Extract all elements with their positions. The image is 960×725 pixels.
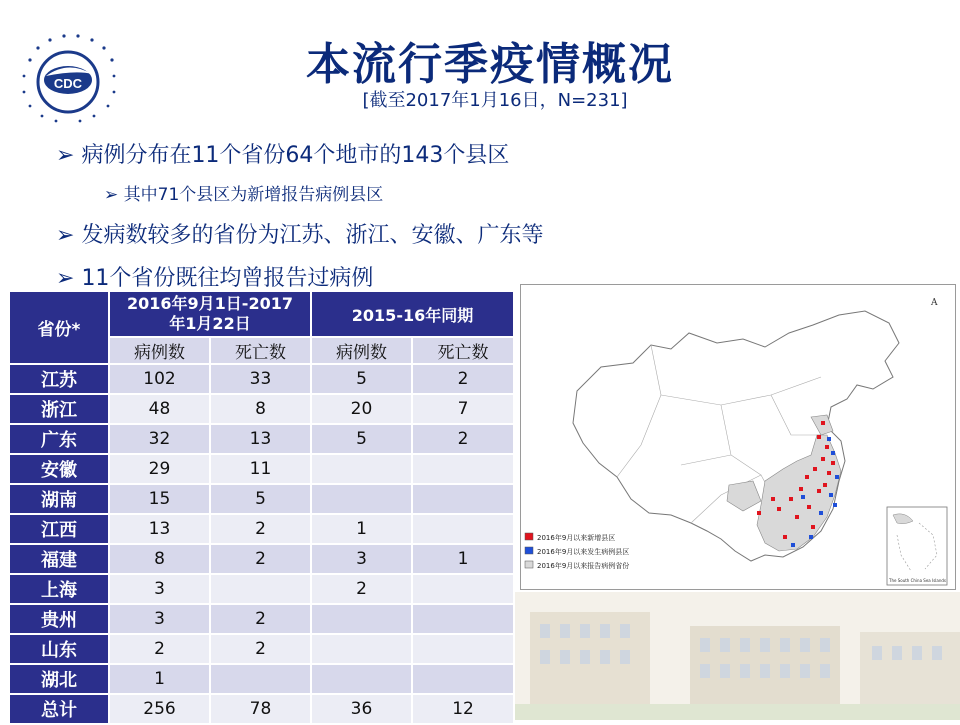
value-cell-d1 [210, 664, 311, 694]
value-cell-d2: 2 [412, 364, 514, 394]
value-cell-d1: 11 [210, 454, 311, 484]
value-cell-c2: 2 [311, 574, 412, 604]
table-row [9, 664, 514, 694]
table-row [9, 634, 514, 664]
period1-header: 2016年9月1日-2017年1月22日 [109, 291, 311, 337]
bullet-3-text: 发病数较多的省份为江苏、浙江、安徽、广东等 [81, 223, 544, 248]
value-cell-d2 [412, 484, 514, 514]
province-cell: 安徽 [9, 454, 109, 484]
table-row [9, 394, 514, 424]
slide-subtitle: [截至2017年1月16日，N=231] [362, 90, 628, 111]
value-cell-c2 [311, 664, 412, 694]
province-cell: 江西 [9, 514, 109, 544]
table-row [9, 484, 514, 514]
province-cell: 总计 [9, 694, 109, 724]
value-cell-d2: 1 [412, 544, 514, 574]
building-background [500, 592, 960, 720]
bullet-2 [104, 180, 383, 205]
bullet-4-text: 11个省份既往均曾报告过病例 [81, 266, 374, 291]
value-cell-c1: 1 [109, 664, 210, 694]
sub-header-deaths: 死亡数 [412, 337, 514, 364]
value-cell-c1: 8 [109, 544, 210, 574]
value-cell-d1: 78 [210, 694, 311, 724]
period2-header: 2015-16年同期 [311, 291, 514, 337]
arrow-bullet-icon: ➢ [104, 185, 119, 205]
legend-label: 2016年9月以来发生病例县区 [537, 548, 630, 556]
province-cell: 湖南 [9, 484, 109, 514]
arrow-bullet-icon: ➢ [56, 266, 75, 291]
arrow-bullet-icon: ➢ [56, 223, 75, 248]
value-cell-d2 [412, 634, 514, 664]
legend-label: 2016年9月以来报告病例省份 [537, 562, 630, 570]
table-row [9, 574, 514, 604]
legend-swatch [525, 533, 533, 540]
value-cell-d1: 13 [210, 424, 311, 454]
china-map [521, 285, 955, 589]
value-cell-c1: 2 [109, 634, 210, 664]
value-cell-d1: 2 [210, 514, 311, 544]
province-cell: 江苏 [9, 364, 109, 394]
value-cell-d2: 12 [412, 694, 514, 724]
value-cell-c2: 1 [311, 514, 412, 544]
bullet-4 [56, 261, 373, 292]
bullet-1 [56, 138, 509, 169]
logo-text: CDC [53, 76, 83, 91]
value-cell-c1: 13 [109, 514, 210, 544]
table-row [9, 364, 514, 394]
value-cell-c2: 3 [311, 544, 412, 574]
province-cell: 浙江 [9, 394, 109, 424]
value-cell-d2 [412, 574, 514, 604]
value-cell-c1: 48 [109, 394, 210, 424]
value-cell-d1: 33 [210, 364, 311, 394]
sub-header-deaths: 死亡数 [210, 337, 311, 364]
map-corner-label: A [931, 298, 938, 308]
value-cell-d2 [412, 664, 514, 694]
value-cell-d1: 5 [210, 484, 311, 514]
value-cell-d1: 8 [210, 394, 311, 424]
china-outline [573, 311, 899, 561]
legend-label: 2016年9月以来新增县区 [537, 534, 616, 542]
table-row [9, 544, 514, 574]
value-cell-d2 [412, 604, 514, 634]
province-cell: 广东 [9, 424, 109, 454]
province-cell: 山东 [9, 634, 109, 664]
value-cell-c2: 20 [311, 394, 412, 424]
value-cell-c1: 15 [109, 484, 210, 514]
bullet-2-text: 其中71个县区为新增报告病例县区 [123, 185, 384, 205]
value-cell-c2: 36 [311, 694, 412, 724]
legend-swatch [525, 547, 533, 554]
province-cell: 上海 [9, 574, 109, 604]
value-cell-c1: 32 [109, 424, 210, 454]
value-cell-c1: 256 [109, 694, 210, 724]
cases-table [8, 290, 515, 725]
value-cell-d1 [210, 574, 311, 604]
south-china-sea-inset [887, 507, 947, 585]
value-cell-c1: 102 [109, 364, 210, 394]
value-cell-d2: 2 [412, 424, 514, 454]
value-cell-c2: 5 [311, 364, 412, 394]
province-cell: 福建 [9, 544, 109, 574]
table-row [9, 604, 514, 634]
table-row [9, 514, 514, 544]
bullet-1-text: 病例分布在11个省份64个地市的143个县区 [81, 143, 510, 168]
value-cell-c2: 5 [311, 424, 412, 454]
value-cell-c2 [311, 634, 412, 664]
value-cell-d1: 2 [210, 544, 311, 574]
china-map-panel [520, 284, 956, 590]
slide-title: 本流行季疫情概况 [306, 39, 674, 90]
value-cell-c2 [311, 484, 412, 514]
province-header: 省份* [9, 291, 109, 364]
value-cell-c1: 29 [109, 454, 210, 484]
value-cell-c2 [311, 604, 412, 634]
value-cell-d1: 2 [210, 604, 311, 634]
table-row [9, 424, 514, 454]
arrow-bullet-icon: ➢ [56, 143, 75, 168]
value-cell-d2: 7 [412, 394, 514, 424]
value-cell-c1: 3 [109, 574, 210, 604]
value-cell-d2 [412, 514, 514, 544]
inset-caption: The South China Sea Islands [889, 578, 947, 583]
map-legend [525, 533, 629, 570]
province-cell: 湖北 [9, 664, 109, 694]
legend-swatch [525, 561, 533, 568]
value-cell-d2 [412, 454, 514, 484]
sub-header-cases: 病例数 [109, 337, 210, 364]
bullet-3 [56, 218, 543, 249]
sub-header-cases: 病例数 [311, 337, 412, 364]
value-cell-c2 [311, 454, 412, 484]
province-cell: 贵州 [9, 604, 109, 634]
cdc-logo [16, 30, 120, 124]
table-row [9, 454, 514, 484]
value-cell-c1: 3 [109, 604, 210, 634]
value-cell-d1: 2 [210, 634, 311, 664]
